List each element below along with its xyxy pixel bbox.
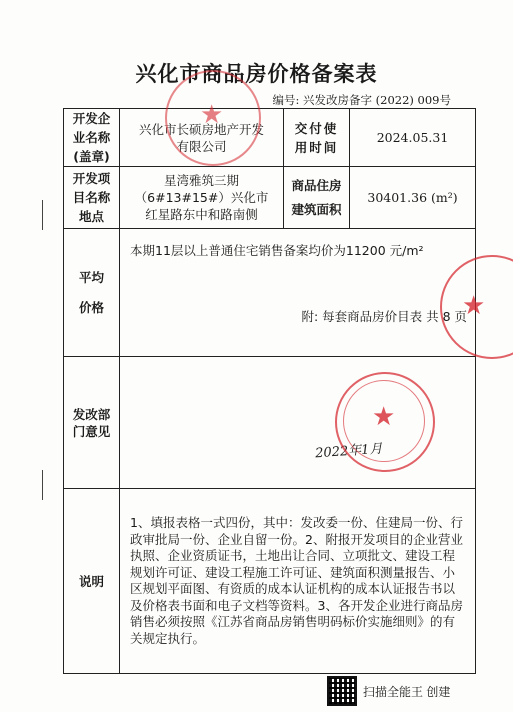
developer-label: 开发企业名称(盖章) xyxy=(64,109,120,167)
average-price-cell xyxy=(120,229,476,357)
form-row-notes xyxy=(64,489,476,674)
project-label: 开发项目名称地点 xyxy=(64,167,120,229)
price-list-attachment: 附: 每套商品房价目表 共 8 页 xyxy=(301,309,467,324)
document-title: 兴化市商品房价格备案表 xyxy=(135,62,378,86)
notes-label: 说明 xyxy=(64,489,120,674)
delivery-time-value: 2024.05.31 xyxy=(350,109,476,167)
delivery-time-label: 交付使用时间 xyxy=(284,109,350,167)
scanner-watermark-text: 扫描全能王 创建 xyxy=(363,684,451,699)
price-filing-form xyxy=(63,108,476,674)
building-area-value: 30401.36 (m²) xyxy=(350,167,476,229)
notes-text: 1、填报表格一式四份，其中：发改委一份、住建局一份、行政审批局一份、企业自留一份。2、附报开发项目的企业营业执照、企业资质证书，土地出让合同、立项批文、建设工程规划许可证、建设工程施工许可证、建筑面积测量报告、小区规划平面图、有资质的成本认证机构的成本认证报告书以及价格表书面和电子文档等资料。3、各开发企业进行商品房销售必须按照《江苏省商品房销售明码标价实施细则》的有关规定执行。 xyxy=(120,489,476,674)
opinion-label: 发改部门意见 xyxy=(64,357,120,489)
binding-mark-2 xyxy=(42,470,46,500)
seal-star-icon-3: ★ xyxy=(372,402,396,432)
form-row-project xyxy=(64,167,476,229)
form-row-developer xyxy=(64,109,476,167)
form-row-opinion xyxy=(64,357,476,489)
average-price-text: 本期11层以上普通住宅销售备案均价为11200 元/m² xyxy=(130,243,424,258)
handwritten-date-signature: 2022年1月 xyxy=(314,441,383,462)
document-number: 编号: 兴发改房备字 (2022) 009号 xyxy=(272,93,451,107)
developer-value: 兴化市长硕房地产开发有限公司 xyxy=(120,109,284,167)
seal-star-icon-2: ★ xyxy=(462,291,486,321)
average-price-label: 平均价格 xyxy=(64,229,120,357)
building-area-label: 商品住房建筑面积 xyxy=(284,167,350,229)
qr-code-icon xyxy=(327,676,357,706)
project-value: 星湾雅筑三期（6#13#15#）兴化市红星路东中和路南侧 xyxy=(120,167,284,229)
scanner-watermark xyxy=(327,676,450,706)
binding-mark xyxy=(42,200,46,230)
seal-star-icon: ★ xyxy=(200,100,224,130)
opinion-cell xyxy=(120,357,476,489)
form-row-average-price xyxy=(64,229,476,357)
